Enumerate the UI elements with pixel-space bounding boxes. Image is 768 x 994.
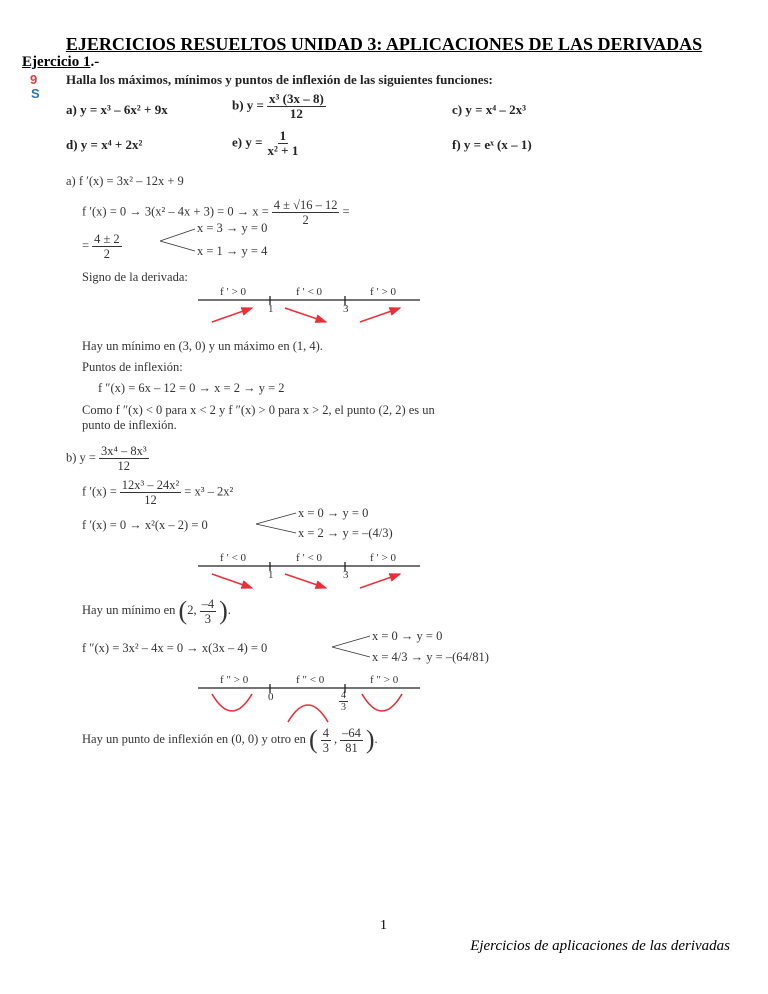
b-branch-3: x = 0 → y = 0 <box>372 629 443 643</box>
function-f: f) y = eˣ (x – 1) <box>452 137 532 152</box>
number-line-b2 <box>198 684 420 693</box>
page-number: 1 <box>380 918 387 933</box>
b-minimum: Hay un mínimo en (2, $\frac{-4}{3}$ ). <box>82 596 231 626</box>
a-equation: f ′(x) = 0 → 3(x² – 4x + 3) = 0 → x = $\frac{4 \pm √16 - 12}{2}$ = <box>82 198 350 227</box>
function-c: c) y = x⁴ – 2x³ <box>452 102 527 117</box>
b-sign-1: f ′ < 0 <box>220 552 247 564</box>
a-second-derivative: f ″(x) = 6x – 12 = 0 → x = 2 → y = 2 <box>98 381 285 395</box>
function-b: b) y = $\frac{\text{x³ (3x – 8)}}{12}$ <box>232 91 324 121</box>
marker-red: 9 <box>30 72 38 87</box>
number-line-b1 <box>198 562 420 571</box>
a-sign-1: f ′ > 0 <box>220 286 247 298</box>
footer-text: Ejercicios de aplicaciones de las derivadas <box>470 938 730 954</box>
branch-lines-b <box>256 513 370 657</box>
branch-lines-a <box>160 229 195 251</box>
b-sign-3: f ′ > 0 <box>370 552 397 564</box>
a-sign-2: f ′ < 0 <box>296 286 323 298</box>
arrow-down-icon <box>285 574 326 588</box>
concave-down-icon <box>288 705 328 722</box>
problem-statement: Halla los máximos, mínimos y puntos de inflexión de las siguientes funciones: <box>66 72 493 87</box>
a-derivative: a) f ′(x) = 3x² – 12x + 9 <box>66 174 184 188</box>
arrows-b <box>212 574 400 588</box>
b-sign2-3: f ″ > 0 <box>370 674 399 686</box>
b-tick-3: 3 <box>343 569 349 581</box>
arrow-up-icon <box>360 308 400 322</box>
b-branch-2: x = 2 → y = –(4/3) <box>298 526 393 540</box>
function-e: e) y = $\frac{1}{\text{x² + 1}}$ <box>232 128 299 158</box>
b-branch-4: x = 4/3 → y = –(64/81) <box>372 650 489 664</box>
function-d: d) y = x⁴ + 2x² <box>66 137 143 152</box>
marker-blue: S <box>31 86 40 101</box>
b-tick-1: 1 <box>268 569 274 581</box>
a-branch-1: x = 3 → y = 0 <box>197 221 268 235</box>
b-sign2-2: f ″ < 0 <box>296 674 325 686</box>
a-sign-title: Signo de la derivada: <box>82 270 188 284</box>
b-function: b) y = $\frac{\text{3x⁴ – 8x³}}{12}$ <box>66 444 147 473</box>
exercise-label: Ejercicio 1 <box>22 54 91 70</box>
a-tick-1: 1 <box>268 303 274 315</box>
a-como-1: Como f ″(x) < 0 para x < 2 y f ″(x) > 0 para x > 2, el punto (2, 2) es un <box>82 403 435 417</box>
exercise-suffix: .- <box>90 54 100 70</box>
b-sign-2: f ′ < 0 <box>296 552 323 564</box>
document-title: EJERCICIOS RESUELTOS UNIDAD 3: APLICACIONES DE LAS DERIVADAS <box>65 34 703 54</box>
b-branch-1: x = 0 → y = 0 <box>298 506 369 520</box>
b-inflection: Hay un punto de inflexión en (0, 0) y otro en ( $\frac{4}{3}$ , $\frac{-64}{81}$ ). <box>82 725 378 755</box>
arrow-up-icon <box>360 574 400 588</box>
b-sign2-1: f ″ > 0 <box>220 674 249 686</box>
number-line-a <box>198 296 420 305</box>
arrow-down-icon <box>285 308 326 322</box>
b-equation: f ′(x) = 0 → x²(x – 2) = 0 <box>82 518 208 532</box>
concavity-arcs <box>212 694 402 722</box>
arrow-up-icon <box>212 308 252 322</box>
a-sign-3: f ′ > 0 <box>370 286 397 298</box>
b-tick2-0: 0 <box>268 691 274 703</box>
b-second-derivative: f ″(x) = 3x² – 4x = 0 → x(3x – 4) = 0 <box>82 641 268 655</box>
arrows-a <box>212 308 400 322</box>
concave-up-icon <box>362 694 402 711</box>
function-a: a) y = x³ – 6x² + 9x <box>66 102 168 117</box>
a-branch-2: x = 1 → y = 4 <box>197 244 268 258</box>
b-derivative: f ′(x) = $\frac{\text{12x³ – 24x²}}{12}$ = x³ – 2x² <box>82 478 234 507</box>
a-conclusion: Hay un mínimo en (3, 0) y un máximo en (1, 4). <box>82 339 323 353</box>
a-inflection-title: Puntos de inflexión: <box>82 360 183 374</box>
a-tick-3: 3 <box>343 303 349 315</box>
a-result: = $\frac{4 \pm 2}{2}$ <box>82 232 120 261</box>
arrow-down-icon <box>212 574 252 588</box>
b-tick2-4-3: $\frac{4}{3}$ <box>341 690 346 713</box>
concave-up-icon <box>212 694 252 711</box>
a-como-2: punto de inflexión. <box>82 418 177 432</box>
